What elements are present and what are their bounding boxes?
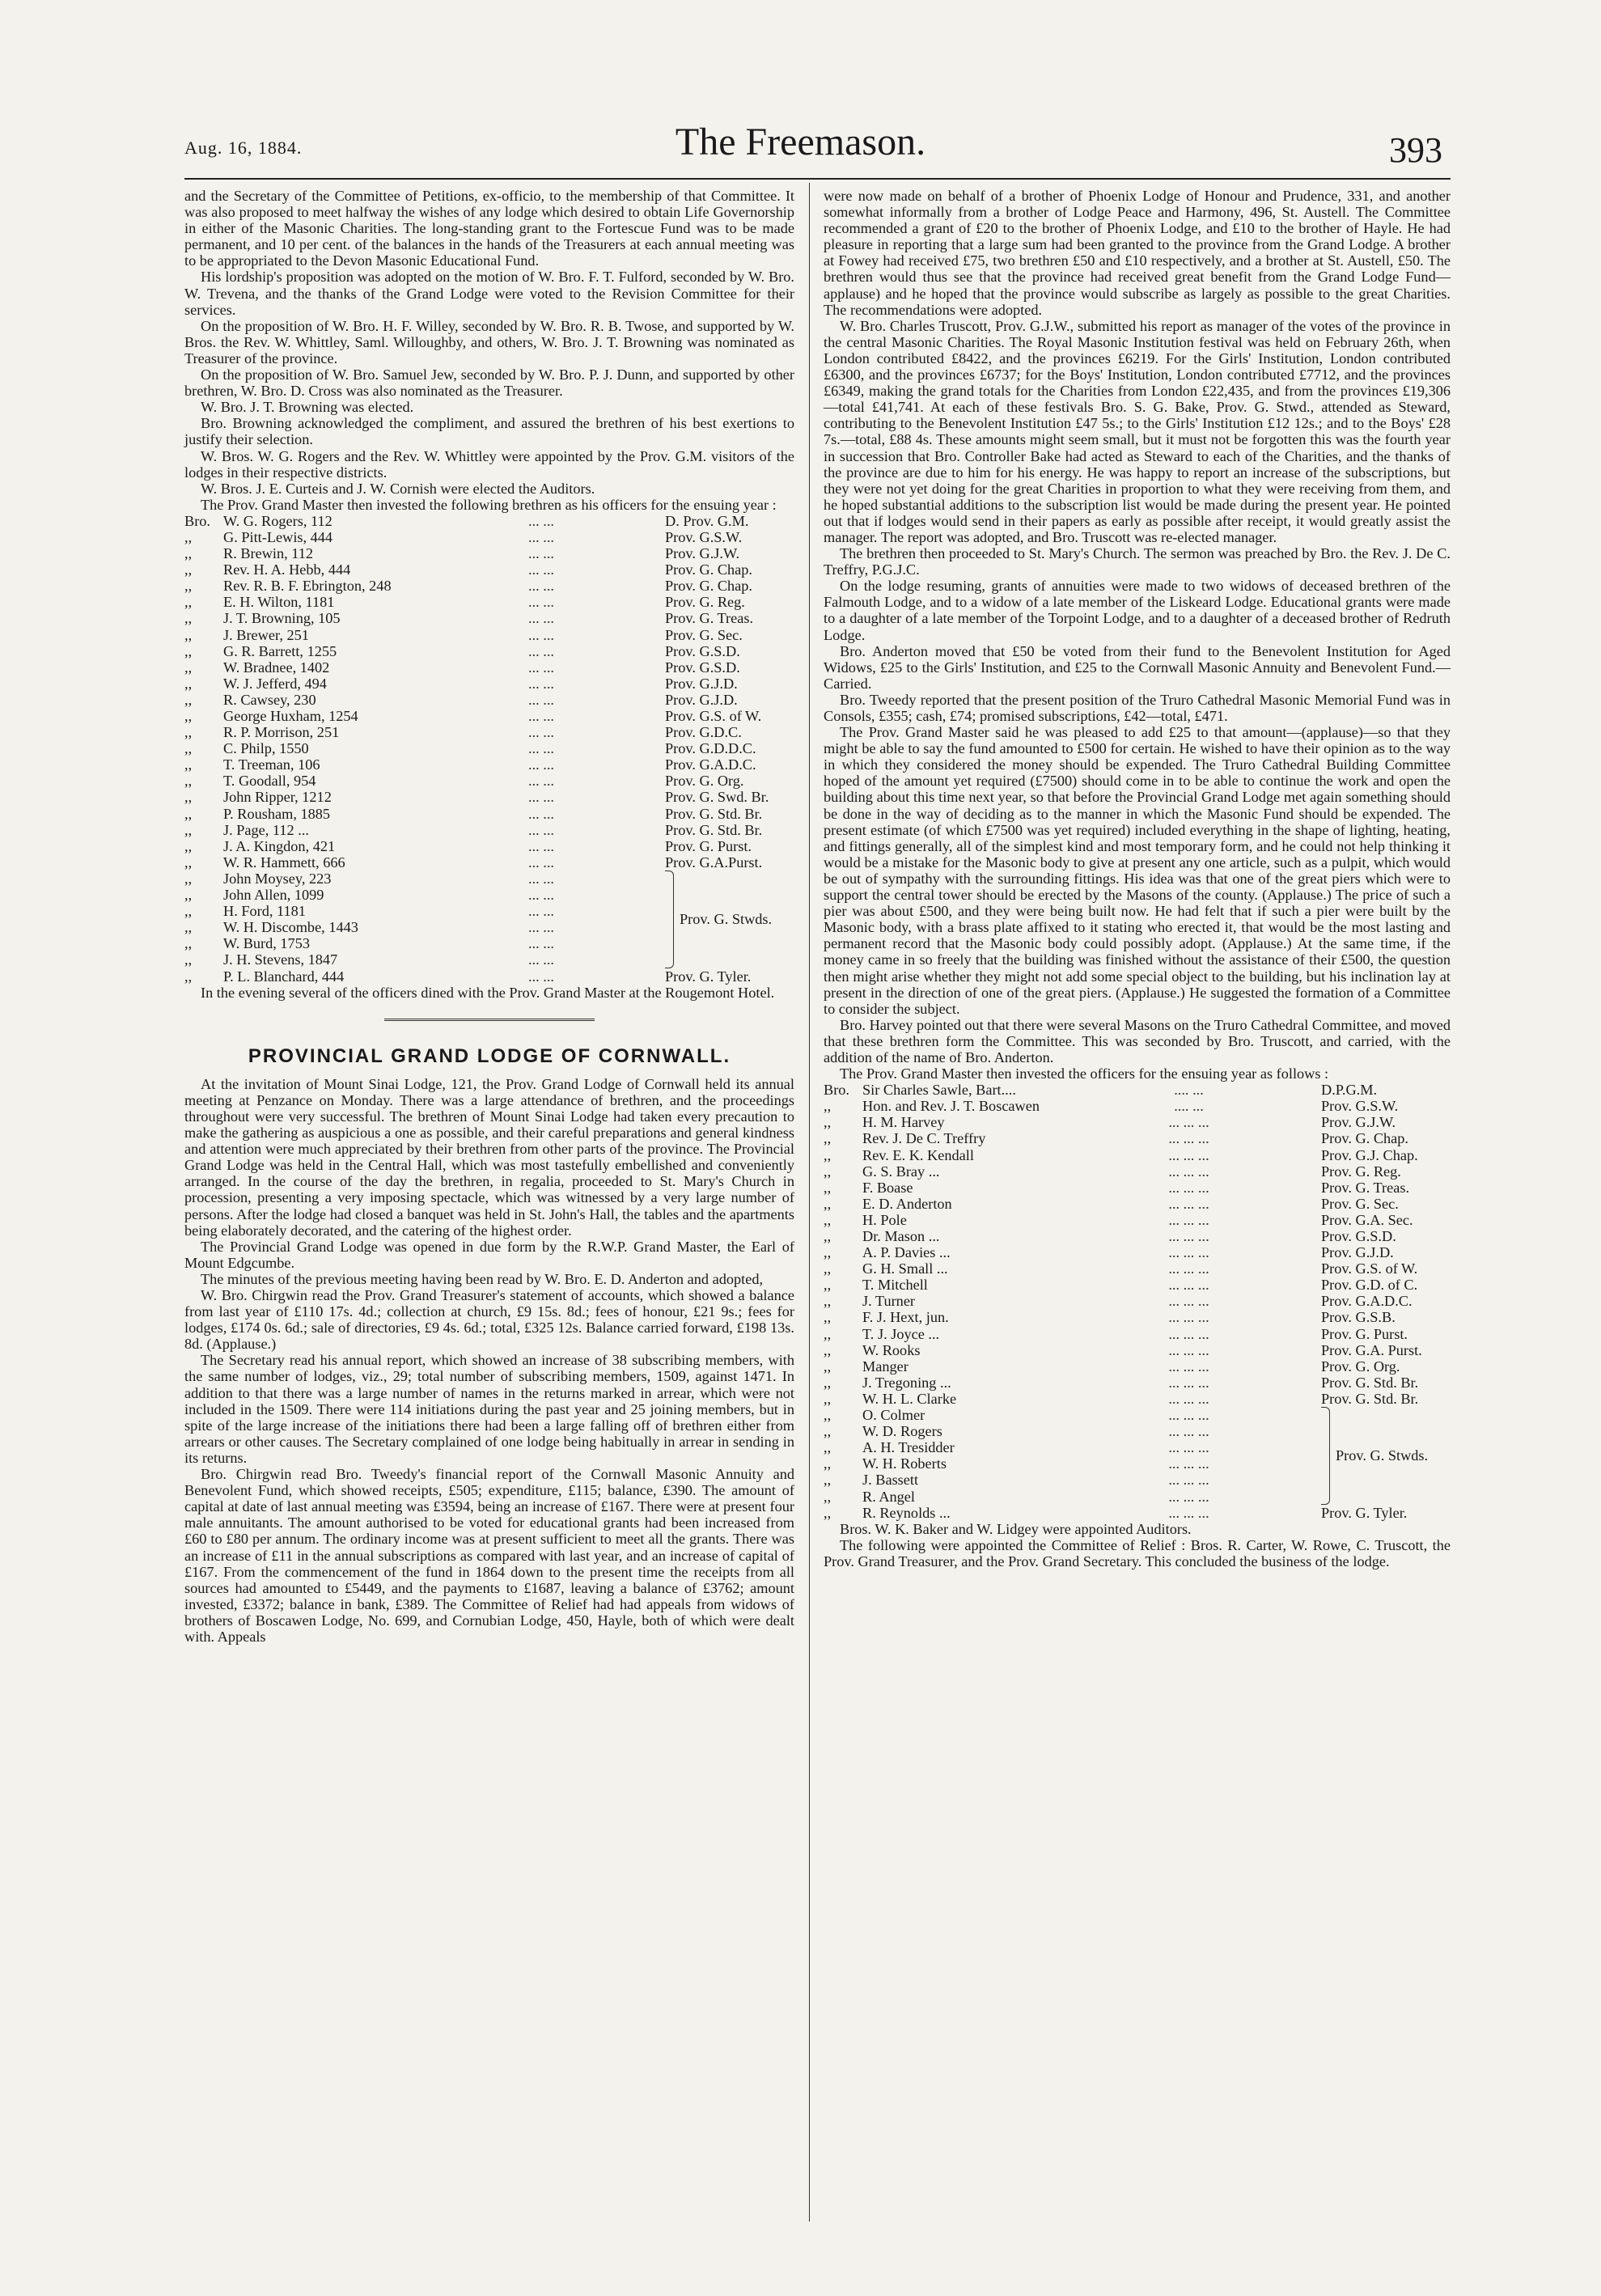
- officer-row: ,, J. Tregoning ... ... ... ... Prov. G. Std. Br.: [824, 1374, 1419, 1391]
- paragraph: W. Bros. J. E. Curteis and J. W. Cornish were elected the Auditors.: [201, 480, 595, 497]
- steward-row: ,, A. H. Tresidder ... ... ...: [824, 1439, 1209, 1456]
- paragraph: Bros. W. K. Baker and W. Lidgey were appointed Auditors.: [840, 1520, 1192, 1537]
- steward-row: ,, John Moysey, 223 ... ... Prov. G. Stwds.: [184, 871, 794, 887]
- newspaper-title: The Freemason.: [675, 121, 926, 163]
- paragraph: His lordship's proposition was adopted on the motion of W. Bro. F. T. Fulford, seconded by W. Bro. W. Trevena, and the thanks of the Grand Lodge were voted to the Revision Committee for their services.: [184, 269, 794, 318]
- steward-row: ,, W. H. Discombe, 1443 ... ...: [184, 919, 554, 936]
- right-column: [824, 188, 1451, 1569]
- stewards-rank: Prov. G. Stwds.: [1336, 1447, 1429, 1464]
- header-rule: [184, 178, 1451, 180]
- paragraph: The brethren then proceeded to St. Mary's Church. The sermon was preached by Bro. the Rev. J. De C. Treffry, P.G.J.C.: [824, 545, 1451, 578]
- cornwall-officers-list: [824, 1082, 1451, 1521]
- officer-row: ,, P. L. Blanchard, 444 ... ... Prov. G. Tyler.: [184, 968, 752, 985]
- officer-row: ,, E. H. Wilton, 1181 ... ... Prov. G. Reg.: [184, 594, 745, 611]
- paragraph: W. Bro. Charles Truscott, Prov. G.J.W., submitted his report as manager of the votes of the province in the central Masonic Charities. The Royal Masonic Institution festival was held on February 26th, when London contributed £8422, and the provinces £6219. For the Girls' Institution, London contributed £6300, and the provinces £6737; for the Boys' Institution, London contributed £7712, and the provinces £6349, making the grand totals for the Charities from London £22,435, and from the provinces £19,306—total £41,741. At each of these festivals Bro. S. G. Bake, Prov. G. Stwd., attended as Steward, contributing to the Benevolent Institution £47 5s.; to the Girls' Institution £12 12s.; and to the Boys' £28 7s.—total, £88 4s. These amounts might seem small, but it must not be forgotten this was the fourth year in succession that Bro. Controller Bake had acted as Steward to each of the Charities, and the thanks of the province are due to him for his energy. He was happy to report an increase of the subscriptions, but they were not yet doing for the great Charities in proportion to what they were receiving from them, and he hoped substantial additions to the subscription list would be made during the present year. He pointed out that if lodges would send in their papers as early as possible after receipt, it would greatly assist the manager. The report was adopted, and Bro. Truscott was re-elected manager.: [824, 317, 1451, 545]
- officer-row: ,, W. R. Hammett, 666 ... ... Prov. G.A.Purst.: [184, 854, 763, 871]
- officer-row: ,, W. Bradnee, 1402 ... ... Prov. G.S.D.: [184, 659, 740, 676]
- officer-row: ,, T. Goodall, 954 ... ... Prov. G. Org.: [184, 773, 744, 790]
- devon-officers-list: [184, 513, 794, 985]
- paragraph: Bro. Browning acknowledged the compliment, and assured the brethren of his best exertions to justify their selection.: [184, 415, 794, 448]
- brace-mark: [665, 871, 674, 968]
- paragraph: The following were appointed the Committee of Relief : Bros. R. Carter, W. Rowe, C. Truscott, the Prov. Grand Treasurer, and the Prov. Grand Secretary. This concluded the business of the lodge.: [824, 1536, 1451, 1569]
- officer-row: ,, Hon. and Rev. J. T. Boscawen .... ... Prov. G.S.W.: [824, 1098, 1399, 1115]
- paragraph: On the proposition of W. Bro. Samuel Jew, seconded by W. Bro. P. J. Dunn, and supported by other brethren, W. Bro. D. Cross was also nominated as the Treasurer.: [184, 366, 794, 400]
- paragraph: The Prov. Grand Master said he was pleased to add £25 to that amount—(applause)—so that they might be able to say the fund amounted to £500 for certain. He wished to have their opinion as to the way in which they considered the money should be expended. The Truro Cathedral Building Committee hoped of the amount yet required (£7500) should come in to be able to continue the work and open the building about this time next year, so that before the Provincial Grand Lodge met again something should be done in the way of deciding as to the manner in which the Masonic Fund should be expended. The present estimate (of which £7500 was yet required) included everything in the shape of lighting, heating, and fittings generally, all of the simplest kind and most temporary form, and he could not help thinking it would be a mistake for the Masonic body to give at present any one article, such as a pulpit, which would be out of sympathy with the surrounding fittings. His idea was that one of the great piers which were to support the central tower should be erected by the Masons of the county. (Applause.) The price of such a pier was about £500, and they were being built now. He had felt that if such a pier were built by the Masonic body, with a brass plate affixed to it stating who erected it, that would be the most lasting and permanent record that the Masonic body could possibly adopt. (Applause.) At the same time, if the money came in so freely that the building was finished without the assistance of their £500, the question then might arise whether they might not add some special object to the building, but his inclination lay at present in the direction of one of the great piers. (Applause.) He suggested the formation of a Committee to consider the subject.: [824, 724, 1451, 1017]
- officer-row: ,, H. Pole ... ... ... Prov. G.A. Sec.: [824, 1211, 1413, 1228]
- paragraph: were now made on behalf of a brother of Phoenix Lodge of Honour and Prudence, 331, and another somewhat informally from a brother of Lodge Peace and Harmony, 496, St. Austell. The Committee recommended a grant of £20 to the brother of Phoenix Lodge, and £10 to the brother of Hayle. He had pleasure in reporting that a large sum had been granted to the province from the Grand Lodge. A brother at Fowey had received £75, two brethren £50 and £10 respectively, and a brother at St. Austell, £50. The brethren would thus see that the province had received great benefit from the Grand Lodge Fund—applause) and he hoped that the province would subscribe as largely as possible to the great Charities. The recommendations were adopted.: [824, 188, 1451, 318]
- officer-row: ,, W. Rooks ... ... ... Prov. G.A. Purst.: [824, 1341, 1422, 1358]
- officer-row: ,, J. Brewer, 251 ... ... Prov. G. Sec.: [184, 626, 743, 643]
- officer-row: ,, R. P. Morrison, 251 ... ... Prov. G.D.C.: [184, 724, 742, 741]
- officer-row: ,, G. R. Barrett, 1255 ... ... Prov. G.S.D.: [184, 642, 740, 659]
- steward-row: ,, W. Burd, 1753 ... ...: [184, 935, 554, 952]
- officer-row: ,, T. J. Joyce ... ... ... ... Prov. G. Purst.: [824, 1325, 1408, 1342]
- paragraph: The Prov. Grand Master then invested the officers for the ensuing year as follows :: [840, 1065, 1329, 1082]
- officer-row: ,, Dr. Mason ... ... ... ... Prov. G.S.D.: [824, 1228, 1396, 1244]
- paragraph: The minutes of the previous meeting having been read by W. Bro. E. D. Anderton and adopted,: [201, 1270, 764, 1287]
- paragraph: Bro. Chirgwin read Bro. Tweedy's financial report of the Cornwall Masonic Annuity and Benevolent Fund, which showed receipts, £505; expenditure, £115; balance, £390. The amount of capital at date of last annual meeting was £3594, being an increase of £167. There were at present four male annuitants. The amount authorised to be voted for educational grants had been increased from £60 to £80 per annum. The ordinary income was at present sufficient to meet all the grants. There was an increase of £11 in the annual subscriptions as compared with last year, and an increase of capital of £167. From the commencement of the fund in 1864 down to the present time the receipts from all sources had amounted to £5449, and the payments to £1687, leaving a balance of £3762; amount invested, £3372; balance in bank, £389. The Committee of Relief had had appeals from widows of brothers of Boscawen Lodge, No. 699, and Cornubian Lodge, 450, Hayle, both of which were dealt with. Appeals: [184, 1466, 794, 1645]
- steward-row: ,, J. Bassett ... ... ...: [824, 1472, 1209, 1489]
- officer-row: ,, W. J. Jefferd, 494 ... ... Prov. G.J.D.: [184, 675, 738, 692]
- section-heading: PROVINCIAL GRAND LODGE OF CORNWALL.: [248, 1044, 731, 1067]
- paragraph: The Prov. Grand Master then invested the following brethren as his officers for the ensuing year :: [201, 496, 777, 513]
- officer-row: ,, R. Brewin, 112 ... ... Prov. G.J.W.: [184, 545, 740, 562]
- officer-row: ,, W. H. L. Clarke ... ... ... Prov. G. Std. Br.: [824, 1390, 1419, 1407]
- paragraph: and the Secretary of the Committee of Petitions, ex-officio, to the membership of that Committee. It was also proposed to meet halfway the wishes of any lodge which desired to obtain Life Governorship in either of the Masonic Charities. The long-standing grant to the Fortescue Fund was to be made permanent, and 10 per cent. of the balances in the hands of the Treasurers at each annual meeting was to be appropriated to the Devon Masonic Educational Fund.: [184, 188, 794, 269]
- officer-row: ,, F. J. Hext, jun. ... ... ... Prov. G.S.B.: [824, 1309, 1396, 1326]
- steward-row: ,, J. H. Stevens, 1847 ... ...: [184, 951, 554, 968]
- officer-row: ,, T. Mitchell ... ... ... Prov. G.D. of C.: [824, 1277, 1418, 1294]
- officer-row: ,, Manger ... ... ... Prov. G. Org.: [824, 1358, 1400, 1375]
- officer-row: ,, G. S. Bray ... ... ... ... Prov. G. Reg.: [824, 1163, 1401, 1180]
- paragraph: Bro. Anderton moved that £50 be voted from their fund to the Benevolent Institution for Aged Widows, £25 to the Girls' Institution, and £25 to the Cornwall Masonic Annuity and Benevolent Fund.—Carried.: [824, 642, 1451, 692]
- steward-row: ,, H. Ford, 1181 ... ...: [184, 903, 554, 920]
- section-rule: [384, 1019, 595, 1021]
- masthead: [0, 0, 1601, 182]
- officer-row: ,, T. Treeman, 106 ... ... Prov. G.A.D.C.: [184, 756, 756, 773]
- paragraph: On the lodge resuming, grants of annuities were made to two widows of deceased brethren of the Falmouth Lodge, and to a widow of a late member of the Liskeard Lodge. Educational grants were made to a daughter of a late member of the Torpoint Lodge, and to a daughter of a deceased brother of Redruth Lodge.: [824, 578, 1451, 643]
- officer-row: ,, R. Cawsey, 230 ... ... Prov. G.J.D.: [184, 691, 738, 708]
- steward-row: ,, John Allen, 1099 ... ...: [184, 887, 554, 904]
- officer-row: Bro. Sir Charles Sawle, Bart.... .... ... D.P.G.M.: [824, 1082, 1378, 1099]
- steward-row: ,, R. Angel ... ... ...: [824, 1488, 1209, 1505]
- column-divider: [809, 183, 810, 2222]
- paragraph: The Provincial Grand Lodge was opened in due form by the R.W.P. Grand Master, the Earl of Mount Edgcumbe.: [184, 1238, 794, 1271]
- steward-row: ,, W. D. Rogers ... ... ...: [824, 1423, 1209, 1440]
- paragraph: On the proposition of W. Bro. H. F. Willey, seconded by W. Bro. R. B. Twose, and supported by W. Bros. the Rev. W. Whittley, Saml. Willoughby, and others, W. Bro. J. T. Browning was nominated as Treasurer of the province.: [184, 317, 794, 366]
- paragraph: Bro. Tweedy reported that the present position of the Truro Cathedral Masonic Memorial Fund was in Consols, £355; cash, £74; promised subscriptions, £42—total, £471.: [824, 691, 1451, 724]
- officer-row: ,, A. P. Davies ... ... ... ... Prov. G.J.D.: [824, 1244, 1394, 1261]
- officer-row: ,, Rev. E. K. Kendall ... ... ... Prov. G.J. Chap.: [824, 1146, 1418, 1163]
- officer-row: ,, J. T. Browning, 105 ... ... Prov. G. Treas.: [184, 610, 754, 627]
- brace-mark: [1321, 1407, 1330, 1505]
- officer-row: ,, G. Pitt-Lewis, 444 ... ... Prov. G.S.W.: [184, 528, 743, 545]
- officer-row: ,, F. Boase ... ... ... Prov. G. Treas.: [824, 1179, 1410, 1196]
- stewards-brace: [1321, 1407, 1451, 1505]
- steward-row: ,, W. H. Roberts ... ... ...: [824, 1455, 1209, 1472]
- officer-row: ,, George Huxham, 1254 ... ... Prov. G.S. of W.: [184, 708, 762, 724]
- stewards-brace: [665, 871, 794, 968]
- left-column: [184, 188, 794, 1645]
- officer-row: ,, J. A. Kingdon, 421 ... ... Prov. G. Purst.: [184, 837, 752, 854]
- stewards-rank: Prov. G. Stwds.: [680, 910, 773, 927]
- officer-row: ,, E. D. Anderton ... ... ... Prov. G. Sec.: [824, 1195, 1399, 1212]
- steward-row: ,, O. Colmer ... ... ... Prov. G. Stwds.: [824, 1407, 1451, 1423]
- paragraph: In the evening several of the officers dined with the Prov. Grand Master at the Rougemont Hotel.: [201, 984, 775, 1001]
- officer-row: ,, J. Turner ... ... ... Prov. G.A.D.C.: [824, 1293, 1413, 1310]
- paragraph: Bro. Harvey pointed out that there were several Masons on the Truro Cathedral Committee, and moved that these brethren form the Committee. This was seconded by Bro. Truscott, and carried, with the addition of the name of Bro. Anderton.: [824, 1016, 1451, 1065]
- paragraph: The Secretary read his annual report, which showed an increase of 38 subscribing members, with the same number of lodges, viz., 29; total number of subscribing members, 1509, against 1471. In addition to that there was a large number of names in the returns marked in arrear, which were not included in the 1509. There were 114 initiations during the past year and 25 joining members, but in spite of the large increase of the initiations there had been a large falling off of brethren either from arrears or other causes. The Secretary complained of one lodge being habitually in arrear in sending in its returns.: [184, 1352, 794, 1466]
- officer-row: ,, Rev. H. A. Hebb, 444 ... ... Prov. G. Chap.: [184, 561, 752, 578]
- page-number: 393: [1389, 130, 1442, 170]
- officer-row: ,, H. M. Harvey ... ... ... Prov. G.J.W.: [824, 1114, 1396, 1131]
- officer-row: Bro. W. G. Rogers, 112 ... ... D. Prov. G.M.: [184, 512, 749, 529]
- officer-row: ,, John Ripper, 1212 ... ... Prov. G. Swd. Br.: [184, 789, 769, 806]
- officer-row: ,, Rev. J. De C. Treffry ... ... ... Prov. G. Chap.: [824, 1130, 1408, 1147]
- paragraph: At the invitation of Mount Sinai Lodge, 121, the Prov. Grand Lodge of Cornwall held its annual meeting at Penzance on Monday. There was a large attendance of brethren, and the proceedings throughout were very successful. The brethren of Mount Sinai Lodge had taken every precaution to make the gathering as auspicious a one as possible, and their careful preparations and general kindness and attention were much appreciated by their brethren from other parts of the province. The Provincial Grand Lodge was held in the Central Hall, which was most tastefully embellished and conveniently arranged. In the course of the day the brethren, in regalia, proceeded to St. Mary's Church in procession, presenting a very imposing spectacle, which was witnessed by a very large number of persons. After the lodge had closed a banquet was held in St. John's Hall, the tables and the apartments being elaborately decorated, and the catering of the highest order.: [184, 1075, 794, 1239]
- issue-date: Aug. 16, 1884.: [184, 138, 303, 158]
- paragraph: W. Bro. J. T. Browning was elected.: [201, 399, 414, 416]
- officer-row: ,, G. H. Small ... ... ... ... Prov. G.S. of W.: [824, 1260, 1418, 1277]
- officer-row: ,, C. Philp, 1550 ... ... Prov. G.D.D.C.: [184, 740, 756, 757]
- paragraph: W. Bros. W. G. Rogers and the Rev. W. Whittley were appointed by the Prov. G.M. visitors of the lodges in their respective districts.: [184, 447, 794, 481]
- officer-row: ,, J. Page, 112 ... ... ... Prov. G. Std. Br.: [184, 821, 763, 838]
- paragraph: W. Bro. Chirgwin read the Prov. Grand Treasurer's statement of accounts, which showed a balance from last year of £110 17s. 4d.; collection at church, £9 15s. 8d.; fees of honour, £21 9s.; fees for lodges, £174 0s. 6d.; sale of directories, £9 4s. 6d.; total, £325 12s. Balance carried forward, £198 13s. 8d. (Applause.): [184, 1287, 794, 1353]
- officer-row: ,, P. Rousham, 1885 ... ... Prov. G. Std. Br.: [184, 805, 763, 822]
- officer-row: ,, Rev. R. B. F. Ebrington, 248 ... ... Prov. G. Chap.: [184, 578, 752, 595]
- officer-row: ,, R. Reynolds ... ... ... ... Prov. G. Tyler.: [824, 1504, 1408, 1521]
